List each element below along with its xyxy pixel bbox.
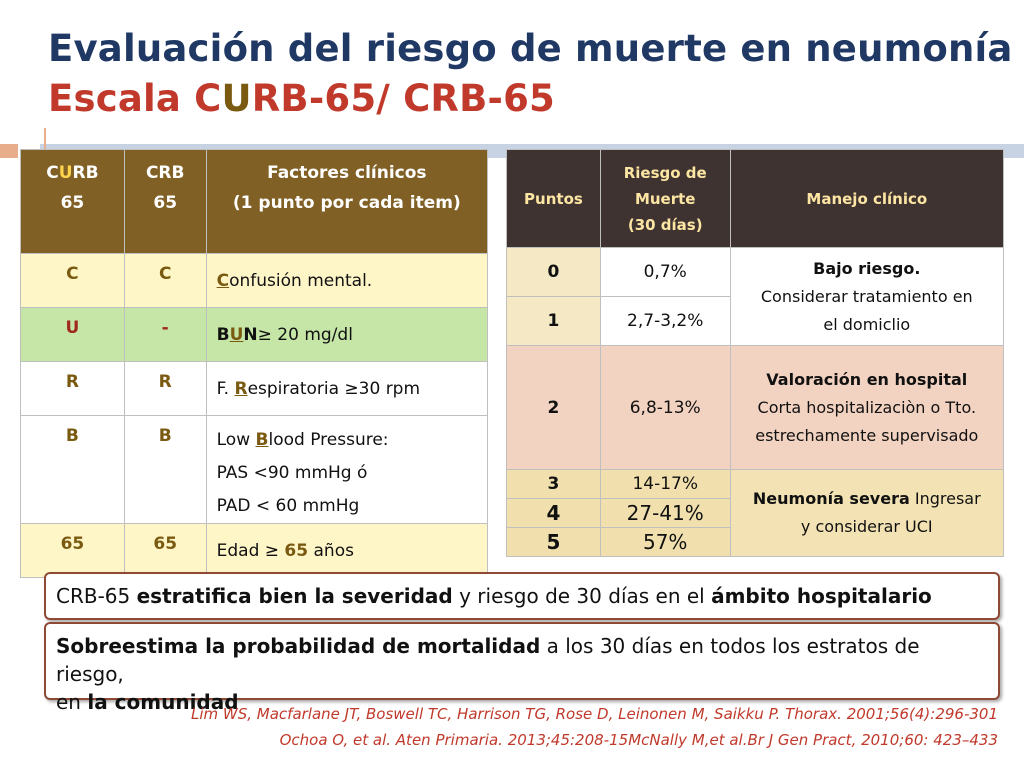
points-cell: 5 <box>507 528 601 557</box>
table-row <box>507 346 1004 470</box>
factor-text: BUN≥ 20 mg/dl <box>206 308 487 362</box>
table-row <box>21 524 488 578</box>
curb65-factors-table <box>20 149 488 578</box>
table-row <box>21 254 488 308</box>
title-line2-suffix: RB-65/ CRB-65 <box>251 77 555 120</box>
reference-ochoa-mcnally: Ochoa O, et al. Aten Primaria. 2013;45:208-15McNally M,et al.Br J Gen Pract, 2010;60: 423–433 <box>279 731 998 749</box>
points-cell: 3 <box>507 470 601 499</box>
risk-cell: 2,7-3,2% <box>600 297 730 346</box>
table-row <box>507 248 1004 297</box>
points-cell: 0 <box>507 248 601 297</box>
header-crb65: CRB 65 <box>124 150 206 254</box>
slide-title <box>48 24 1013 124</box>
table-header-row <box>507 150 1004 248</box>
crb-letter: B <box>124 416 206 524</box>
management-low-risk: Bajo riesgo. Considerar tratamiento en el domiclio <box>730 248 1003 346</box>
note-box-hospital: CRB-65 estratifica bien la severidad y riesgo de 30 días en el ámbito hospitalario <box>44 572 1000 620</box>
table-row <box>21 308 488 362</box>
crb-letter: - <box>124 308 206 362</box>
header-clinical-management: Manejo clínico <box>730 150 1003 248</box>
title-line1: Evaluación del riesgo de muerte en neumonía <box>48 27 1013 70</box>
curb-letter: C <box>21 254 125 308</box>
risk-cell: 57% <box>600 528 730 557</box>
header-points: Puntos <box>507 150 601 248</box>
crb-letter: R <box>124 362 206 416</box>
points-cell: 4 <box>507 499 601 528</box>
header-clinical-factors: Factores clínicos (1 punto por cada item) <box>206 150 487 254</box>
header-curb65: CURB 65 <box>21 150 125 254</box>
table-row <box>21 416 488 524</box>
table-row <box>507 470 1004 499</box>
title-line2-u-highlight: U <box>221 77 252 120</box>
header-mortality-risk: Riesgo de Muerte (30 días) <box>600 150 730 248</box>
factor-text: Edad ≥ 65 años <box>206 524 487 578</box>
crb-letter: 65 <box>124 524 206 578</box>
curb-letter: U <box>21 308 125 362</box>
crb-letter: C <box>124 254 206 308</box>
curb-letter: B <box>21 416 125 524</box>
risk-cell: 14-17% <box>600 470 730 499</box>
factor-text: Confusión mental. <box>206 254 487 308</box>
title-line2 <box>48 74 1013 124</box>
curb-letter: R <box>21 362 125 416</box>
table-header-row <box>21 150 488 254</box>
risk-cell: 27-41% <box>600 499 730 528</box>
points-cell: 2 <box>507 346 601 470</box>
accent-bar-left <box>0 144 18 158</box>
factor-text: F. Respiratoria ≥30 rpm <box>206 362 487 416</box>
curb-letter: 65 <box>21 524 125 578</box>
risk-cell: 0,7% <box>600 248 730 297</box>
points-cell: 1 <box>507 297 601 346</box>
management-hospital: Valoración en hospital Corta hospitalizaciòn o Tto. estrechamente supervisado <box>730 346 1003 470</box>
factor-text: Low Blood Pressure: PAS <90 mmHg ó PAD < 60 mmHg <box>206 416 487 524</box>
risk-management-table <box>506 149 1004 557</box>
management-severe: Neumonía severa Ingresar y considerar UCI <box>730 470 1003 557</box>
risk-cell: 6,8-13% <box>600 346 730 470</box>
table-row <box>21 362 488 416</box>
title-line2-prefix: Escala C <box>48 77 222 120</box>
note-box-community: Sobreestima la probabilidad de mortalidad a los 30 días en todos los estratos de riesgo, en la comunidad <box>44 622 1000 700</box>
reference-lim: Lim WS, Macfarlane JT, Boswell TC, Harrison TG, Rose D, Leinonen M, Saikku P. Thorax. 2001;56(4):296-301 <box>190 705 998 723</box>
